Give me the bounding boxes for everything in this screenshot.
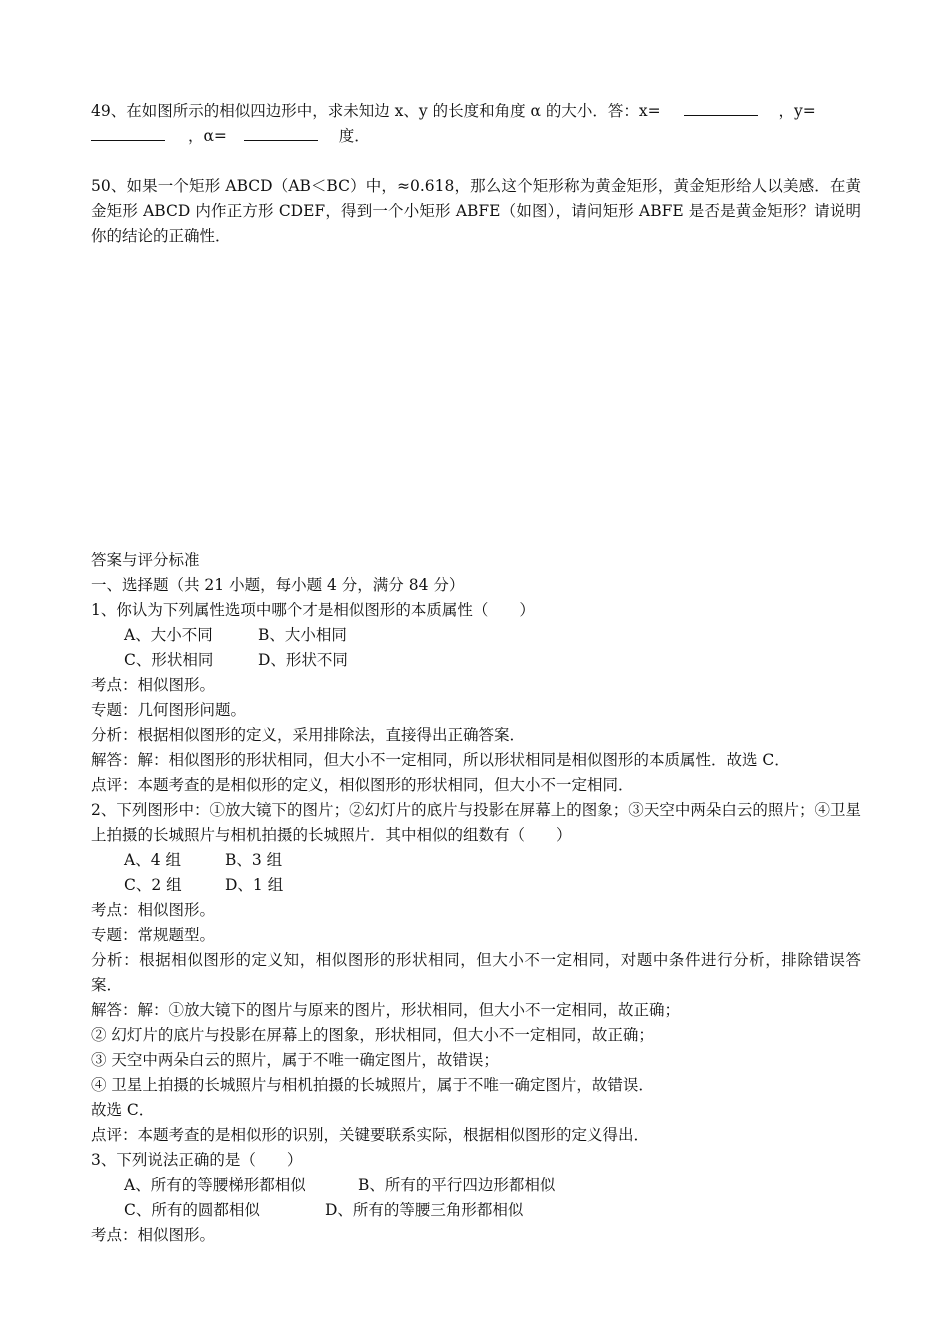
q1-jieda: 解答：解：相似图形的形状相同，但大小不一定相同，所以形状相同是相似图形的本质属性．故选 C．: [91, 751, 790, 769]
q2-option-d: D、1 组: [225, 876, 284, 894]
q49-text: 49、在如图所示的相似四边形中，求未知边 x、y 的长度和角度 α 的大小．答：x=: [91, 102, 661, 120]
q3-stem: 3、下列说法正确的是（ ）: [91, 1151, 303, 1169]
q1-option-a: A、大小不同: [124, 626, 213, 644]
q49-line2: [91, 124, 370, 149]
q49-unit: 度．: [338, 127, 370, 145]
q2-fenxi: 分析：根据相似图形的定义知，相似图形的形状相同，但大小不一定相同，对题中条件进行分析，排除错误答案．: [91, 951, 861, 994]
q2-kaodian: 考点：相似图形。: [91, 901, 216, 919]
q1-dianping: 点评：本题考查的是相似形的定义，相似图形的形状相同，但大小不一定相同．: [91, 776, 634, 794]
alpha-answer-blank[interactable]: [244, 124, 318, 141]
q3-kaodian: 考点：相似图形。: [91, 1226, 216, 1244]
answers-heading: 答案与评分标准: [91, 551, 200, 569]
q1-kaodian: 考点：相似图形。: [91, 676, 216, 694]
q2-zhuanti: 专题：常规题型。: [91, 926, 216, 944]
q3-option-b: B、所有的平行四边形都相似: [358, 1176, 556, 1194]
q2-stem: 2、下列图形中：①放大镜下的图片；②幻灯片的底片与投影在屏幕上的图象；③天空中两朵白云的照片；④卫星上拍摄的长城照片与相机拍摄的长城照片．其中相似的组数有（ ）: [91, 801, 861, 844]
q2-jieda-4: ④ 卫星上拍摄的长城照片与相机拍摄的长城照片，属于不唯一确定图片，故错误．: [91, 1076, 654, 1094]
q2-option-a: A、4 组: [124, 851, 181, 869]
q1-stem: 1、你认为下列属性选项中哪个才是相似图形的本质属性（ ）: [91, 601, 535, 619]
q3-option-c: C、所有的圆都相似: [124, 1201, 260, 1219]
q1-option-b: B、大小相同: [258, 626, 347, 644]
q2-option-c: C、2 组: [124, 876, 182, 894]
y-answer-blank[interactable]: [91, 124, 165, 141]
q1-option-c: C、形状相同: [124, 651, 214, 669]
x-answer-blank[interactable]: [684, 99, 758, 116]
q1-zhuanti: 专题：几何图形问题。: [91, 701, 247, 719]
q49-alpha-label: ，α=: [187, 127, 227, 145]
q3-option-d: D、所有的等腰三角形都相似: [325, 1201, 524, 1219]
q49-line1: [91, 99, 816, 124]
section-heading: 一、选择题（共 21 小题，每小题 4 分，满分 84 分）: [91, 576, 465, 594]
q49-y-label: ，y=: [778, 102, 816, 120]
q1-option-d: D、形状不同: [258, 651, 348, 669]
q2-jieda-2: ② 幻灯片的底片与投影在屏幕上的图象，形状相同，但大小不一定相同，故正确；: [91, 1026, 654, 1044]
q50-text: 50、如果一个矩形 ABCD（AB＜BC）中，≈0.618，那么这个矩形称为黄金矩形，黄金矩形给人以美感．在黄金矩形 ABCD 内作正方形 CDEF，得到一个小矩形 ABFE（如图），请问矩形 ABFE 是否是黄金矩形？请说明你的结论的正确性．: [91, 177, 861, 245]
q2-guxuan: 故选 C．: [91, 1101, 155, 1119]
q3-option-a: A、所有的等腰梯形都相似: [124, 1176, 306, 1194]
q2-jieda-3: ③ 天空中两朵白云的照片，属于不唯一确定图片，故错误；: [91, 1051, 499, 1069]
q1-fenxi: 分析：根据相似图形的定义，采用排除法，直接得出正确答案．: [91, 726, 526, 744]
q2-jieda-1: 解答：解：①放大镜下的图片与原来的图片，形状相同，但大小不一定相同，故正确；: [91, 1001, 681, 1019]
q2-dianping: 点评：本题考查的是相似形的识别，关键要联系实际，根据相似图形的定义得出．: [91, 1126, 650, 1144]
q2-option-b: B、3 组: [225, 851, 283, 869]
